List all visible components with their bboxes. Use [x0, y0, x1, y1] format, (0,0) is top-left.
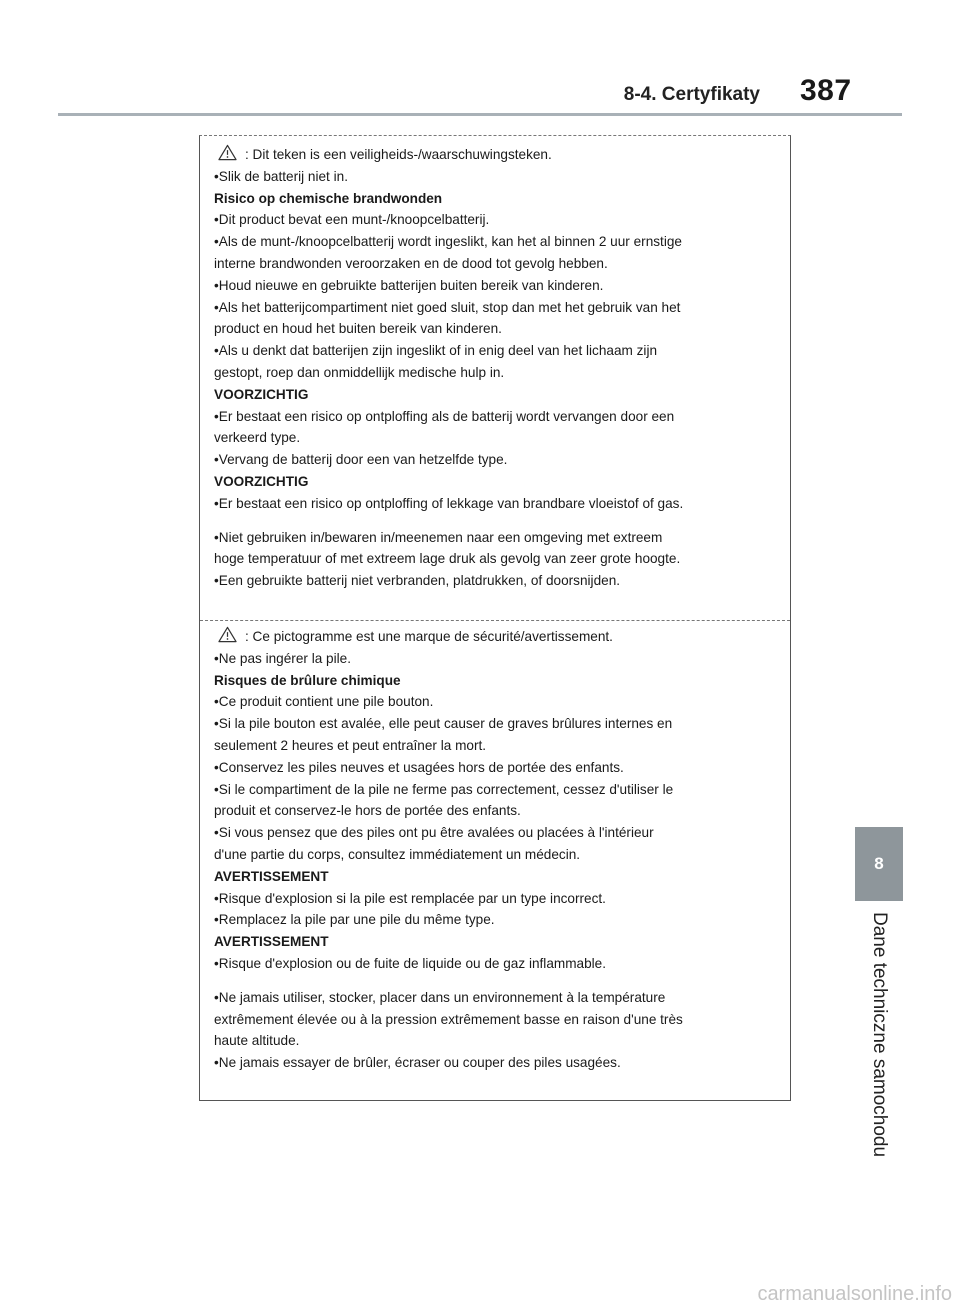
- text-line: •Als u denkt dat batterijen zijn ingeslikt of in enig deel van het lichaam zijn: [214, 343, 658, 359]
- warning-symbol-line: [214, 144, 762, 166]
- text-line: haute altitude.: [214, 1033, 300, 1049]
- text-line: •Ne jamais utiliser, stocker, placer dans un environnement à la température: [214, 989, 666, 1005]
- text-line: •Als het batterijcompartiment niet goed sluit, stop dan met het gebruik van het: [214, 299, 681, 315]
- section-title: 8-4. Certyfikaty: [623, 84, 760, 105]
- text-line: •Remplacez la pile par une pile du même type.: [214, 912, 495, 928]
- text-line: hoge temperatuur of met extreem lage druk als gevolg van zeer grote hoogte.: [214, 551, 681, 567]
- text-line: •Ne jamais essayer de brûler, écraser ou couper des piles usagées.: [214, 1055, 621, 1071]
- text-line: produit et conservez-le hors de portée des enfants.: [214, 803, 521, 819]
- subheading: Risico op chemische brandwonden: [214, 190, 443, 206]
- page-number: 387: [800, 74, 852, 107]
- text-line: interne brandwonden veroorzaken en de dood tot gevolg hebben.: [214, 255, 608, 271]
- text-line: •Risque d'explosion ou de fuite de liquide ou de gaz inflammable.: [214, 955, 607, 971]
- warning-heading: AVERTISSEMENT: [214, 868, 329, 884]
- text-line: d'une partie du corps, consultez immédiatement un médecin.: [214, 846, 581, 862]
- warning-triangle-icon: [218, 144, 237, 161]
- text-line: extrêmement élevée ou à la pression extrêmement basse en raison d'une très: [214, 1011, 683, 1027]
- chapter-title: Dane techniczne samochodu: [869, 912, 890, 1158]
- text-line: •Er bestaat een risico op ontploffing als de batterij wordt vervangen door een: [214, 408, 675, 424]
- chapter-tab[interactable]: 8: [855, 827, 903, 901]
- text-line: •Vervang de batterij door een van hetzelfde type.: [214, 452, 508, 468]
- text-line: •Dit product bevat een munt-/knoopcelbatterij.: [214, 212, 490, 228]
- text-line: •Slik de batterij niet in.: [214, 168, 348, 184]
- warning-triangle-icon: [218, 626, 237, 643]
- text-line: •Niet gebruiken in/bewaren in/meenemen naar een omgeving met extreem: [214, 529, 663, 545]
- watermark: carmanualsonline.info: [757, 1283, 952, 1305]
- header-rule: [58, 113, 902, 116]
- text-line: verkeerd type.: [214, 430, 301, 446]
- text-line: •Er bestaat een risico op ontploffing of lekkage van brandbare vloeistof of gas.: [214, 495, 684, 511]
- text-line: •Een gebruikte batterij niet verbranden, platdrukken, of doorsnijden.: [214, 573, 621, 589]
- text-line: •Als de munt-/knoopcelbatterij wordt ingeslikt, kan het al binnen 2 uur ernstige: [214, 234, 682, 250]
- french-warning-panel: [214, 626, 762, 1074]
- dutch-warning-panel: [214, 144, 762, 592]
- text-line: seulement 2 heures et peut entraîner la mort.: [214, 737, 487, 753]
- text-line: gestopt, roep dan onmiddellijk medische hulp in.: [214, 364, 505, 380]
- panel-divider: [200, 620, 790, 621]
- text-line: •Conservez les piles neuves et usagées hors de portée des enfants.: [214, 759, 624, 775]
- warning-symbol-text: : Ce pictogramme est une marque de sécurité/avertissement.: [245, 629, 613, 644]
- warning-symbol-text: : Dit teken is een veiligheids-/waarschuwingsteken.: [245, 147, 552, 162]
- subheading: Risques de brûlure chimique: [214, 672, 401, 688]
- caution-heading: VOORZICHTIG: [214, 473, 309, 489]
- text-line: •Risque d'explosion si la pile est remplacée par un type incorrect.: [214, 890, 606, 906]
- text-line: •Houd nieuwe en gebruikte batterijen buiten bereik van kinderen.: [214, 277, 604, 293]
- text-line: product en houd het buiten bereik van kinderen.: [214, 321, 502, 337]
- warning-symbol-line: [214, 626, 762, 648]
- text-line: •Si la pile bouton est avalée, elle peut causer de graves brûlures internes en: [214, 716, 673, 732]
- text-line: •Ne pas ingérer la pile.: [214, 650, 351, 666]
- text-line: •Si vous pensez que des piles ont pu être avalées ou placées à l'intérieur: [214, 825, 654, 841]
- battery-warning-box: [199, 135, 791, 1101]
- caution-heading: VOORZICHTIG: [214, 386, 309, 402]
- warning-heading: AVERTISSEMENT: [214, 934, 329, 950]
- text-line: •Si le compartiment de la pile ne ferme pas correctement, cessez d'utiliser le: [214, 781, 674, 797]
- text-line: •Ce produit contient une pile bouton.: [214, 694, 434, 710]
